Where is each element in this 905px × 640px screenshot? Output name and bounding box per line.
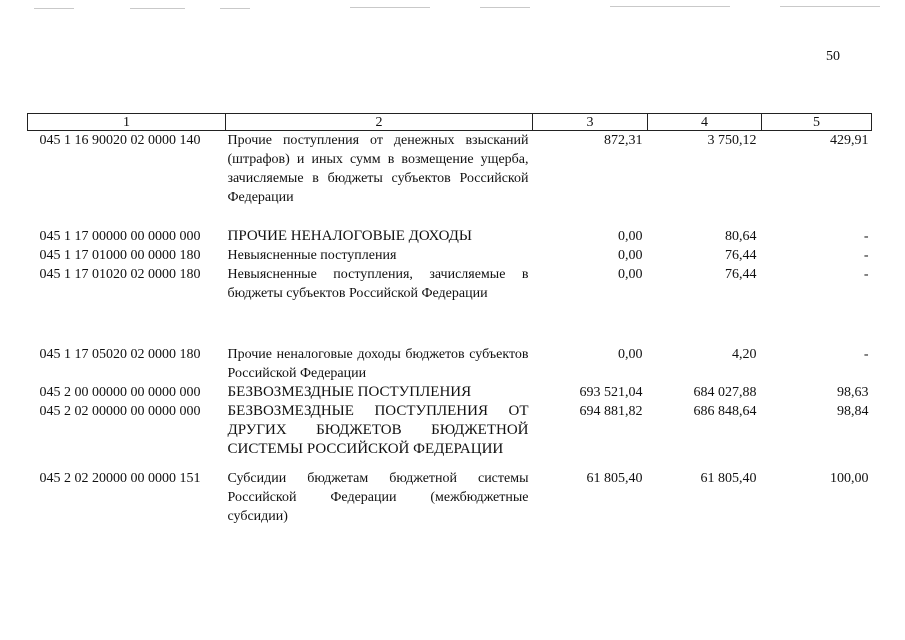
- table-row: [28, 402, 872, 469]
- value-col5: 100,00: [830, 471, 869, 486]
- value-col5: 429,91: [830, 133, 869, 148]
- table-header-row: [28, 114, 872, 131]
- value-col3: 694 881,82: [579, 404, 643, 419]
- income-name: БЕЗВОЗМЕЗДНЫЕ ПОСТУПЛЕНИЯ: [227, 384, 472, 400]
- budget-code: 045 2 00 00000 00 0000 000: [39, 385, 201, 400]
- income-name: Невыясненные поступления: [227, 248, 397, 263]
- value-col3: 0,00: [618, 267, 643, 282]
- budget-code: 045 2 02 00000 00 0000 000: [39, 404, 201, 419]
- value-col5: 98,84: [837, 404, 869, 419]
- value-col4: 76,44: [725, 248, 757, 263]
- income-name: ПРОЧИЕ НЕНАЛОГОВЫЕ ДОХОДЫ: [227, 228, 472, 244]
- value-col3: 0,00: [618, 347, 643, 362]
- value-col3: 693 521,04: [579, 385, 643, 400]
- budget-code: 045 1 17 05020 02 0000 180: [39, 347, 201, 362]
- income-name: Субсидии бюджетам бюджетной системы Российской Федерации (межбюджетные субсидии): [227, 471, 529, 524]
- column-header-1: 1: [28, 114, 226, 131]
- value-col5: -: [863, 267, 869, 282]
- income-name: Невыясненные поступления, зачисляемые в бюджеты субъектов Российской Федерации: [227, 267, 529, 301]
- budget-table: [27, 113, 872, 526]
- table-row: [28, 131, 872, 228]
- value-col4: 684 027,88: [693, 385, 757, 400]
- income-name: Прочие неналоговые доходы бюджетов субъектов Российской Федерации: [227, 347, 529, 381]
- value-col3: 61 805,40: [586, 471, 643, 486]
- value-col4: 76,44: [725, 267, 757, 282]
- budget-code: 045 2 02 20000 00 0000 151: [39, 471, 201, 486]
- value-col5: -: [863, 347, 869, 362]
- value-col3: 0,00: [618, 229, 643, 244]
- value-col5: -: [863, 229, 869, 244]
- budget-code: 045 1 17 01000 00 0000 180: [39, 248, 201, 263]
- value-col4: 3 750,12: [707, 133, 757, 148]
- budget-code: 045 1 17 00000 00 0000 000: [39, 229, 201, 244]
- column-header-2: 2: [226, 114, 533, 131]
- page-number: 50: [826, 49, 840, 64]
- table-row: [28, 227, 872, 246]
- income-name: БЕЗВОЗМЕЗДНЫЕ ПОСТУПЛЕНИЯ ОТ ДРУГИХ БЮДЖЕТОВ БЮДЖЕТНОЙ СИСТЕМЫ РОССИЙСКОЙ ФЕДЕРАЦИИ: [227, 403, 529, 457]
- budget-code: 045 1 16 90020 02 0000 140: [39, 133, 201, 148]
- column-header-5: 5: [762, 114, 872, 131]
- column-header-4: 4: [648, 114, 762, 131]
- table-row: [28, 246, 872, 265]
- value-col3: 872,31: [604, 133, 643, 148]
- scan-noise: [20, 6, 900, 12]
- budget-code: 045 1 17 01020 02 0000 180: [39, 267, 201, 282]
- value-col4: 61 805,40: [700, 471, 757, 486]
- value-col4: 80,64: [725, 229, 757, 244]
- value-col5: -: [863, 248, 869, 263]
- table-row: [28, 469, 872, 526]
- value-col3: 0,00: [618, 248, 643, 263]
- value-col5: 98,63: [837, 385, 869, 400]
- income-name: Прочие поступления от денежных взысканий (штрафов) и иных сумм в возмещение ущерба, зачисляемые в бюджеты субъектов Российской Федерации: [227, 133, 529, 205]
- table-row: [28, 383, 872, 402]
- table-row: [28, 265, 872, 345]
- table-row: [28, 345, 872, 383]
- column-header-3: 3: [533, 114, 648, 131]
- value-col4: 686 848,64: [693, 404, 757, 419]
- value-col4: 4,20: [732, 347, 757, 362]
